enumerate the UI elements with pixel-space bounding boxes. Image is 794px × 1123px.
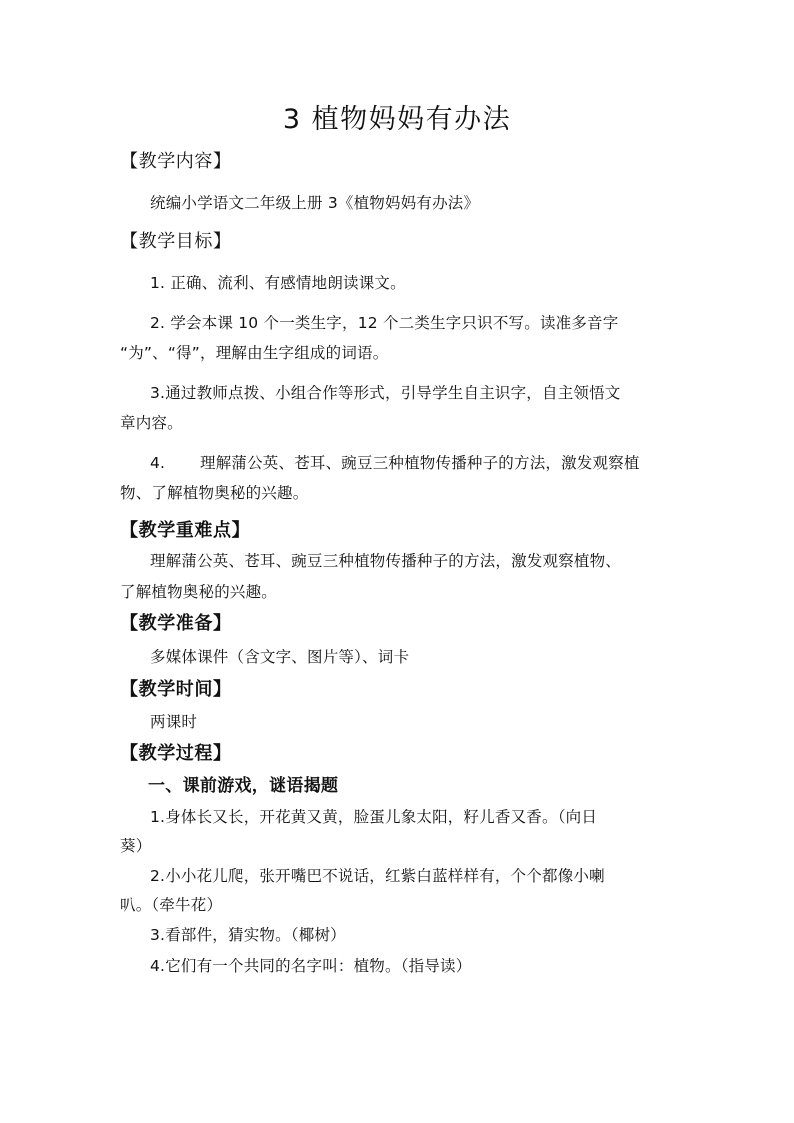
process-subheading-1: 一、课前游戏，谜语揭题 bbox=[148, 776, 339, 796]
objective-2-line1: 2. 学会本课 10 个一类生字，12 个二类生字只识不写。读准多音字 bbox=[150, 314, 619, 332]
document-title: 3 植物妈妈有办法 bbox=[282, 104, 512, 135]
heading-teaching-process: 【教学过程】 bbox=[120, 743, 232, 764]
objective-4-line1: 理解蒲公英、苍耳、豌豆三种植物传播种子的方法，激发观察植 bbox=[200, 454, 640, 472]
teaching-time-text: 两课时 bbox=[150, 713, 198, 731]
objective-3-line2: 章内容。 bbox=[120, 414, 183, 432]
objective-4-number: 4. bbox=[150, 454, 166, 472]
heading-key-points: 【教学重难点】 bbox=[120, 520, 251, 541]
objective-4-line2: 物、了解植物奥秘的兴趣。 bbox=[120, 484, 309, 502]
heading-preparation: 【教学准备】 bbox=[120, 613, 232, 634]
objective-1: 1. 正确、流利、有感情地朗读课文。 bbox=[150, 274, 406, 292]
preparation-text: 多媒体课件（含文字、图片等）、词卡 bbox=[150, 648, 410, 666]
objective-3-line1: 3.通过教师点拨、小组合作等形式，引导学生自主识字，自主领悟文 bbox=[150, 384, 621, 402]
riddle-2-line1: 2.小小花儿爬，张开嘴巴不说话，红紫白蓝样样有，个个都像小喇 bbox=[150, 867, 605, 885]
objective-2-line2: “为”、“得”，理解由生字组成的词语。 bbox=[120, 344, 389, 362]
teaching-content-text: 统编小学语文二年级上册 3《植物妈妈有办法》 bbox=[150, 194, 480, 212]
riddle-3: 3.看部件，猜实物。（椰树） bbox=[150, 926, 346, 944]
key-points-line2: 了解植物奥秘的兴趣。 bbox=[120, 583, 278, 601]
heading-teaching-objectives: 【教学目标】 bbox=[120, 231, 232, 252]
riddle-2-line2: 叭。（牵牛花） bbox=[120, 896, 223, 914]
heading-teaching-time: 【教学时间】 bbox=[120, 679, 232, 700]
heading-teaching-content: 【教学内容】 bbox=[120, 151, 232, 172]
riddle-1-line1: 1.身体长又长，开花黄又黄，脸蛋儿象太阳，籽儿香又香。（向日 bbox=[150, 808, 598, 826]
riddle-4: 4.它们有一个共同的名字叫：植物。（指导读） bbox=[150, 957, 472, 975]
key-points-line1: 理解蒲公英、苍耳、豌豆三种植物传播种子的方法，激发观察植物、 bbox=[150, 552, 622, 570]
riddle-1-line2: 葵） bbox=[120, 837, 152, 855]
